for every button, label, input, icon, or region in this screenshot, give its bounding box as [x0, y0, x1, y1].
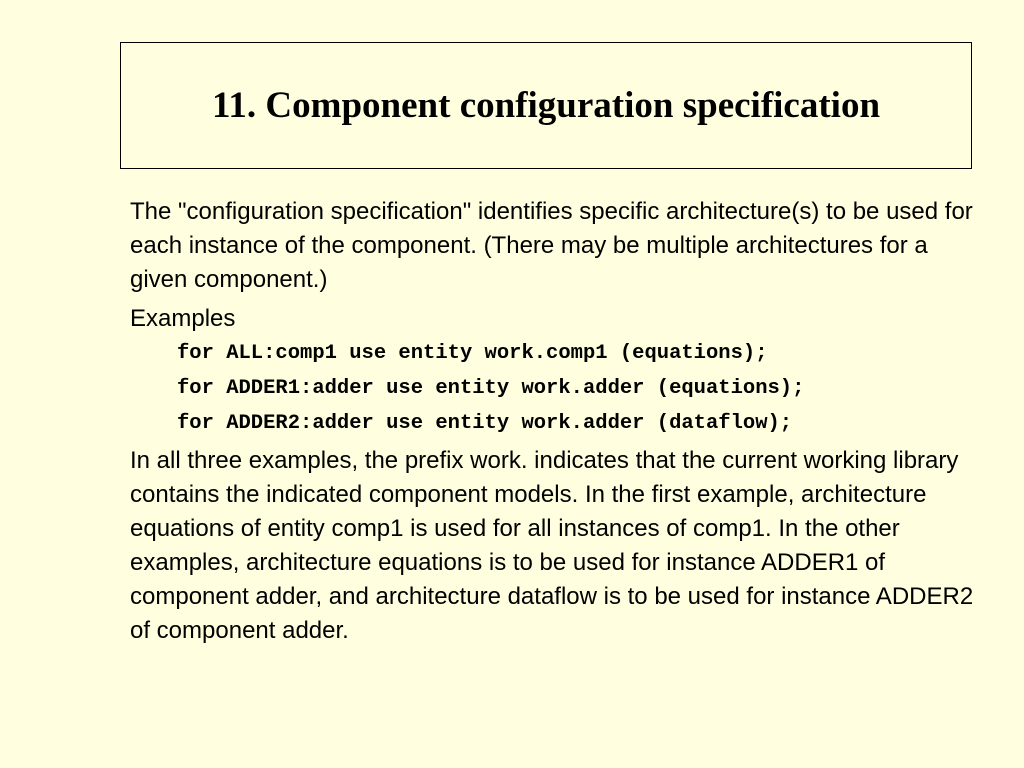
slide-body — [130, 195, 990, 653]
examples-label: Examples — [130, 305, 236, 332]
intro-paragraph: The "configuration specification" identifies specific architecture(s) to be used for each instance of the component. (There may be multiple architectures for a given component.) — [130, 198, 973, 293]
explanation-paragraph: In all three examples, the prefix work. indicates that the current working library contains the indicated component models. In the first example, architecture equations of entity comp1 is used for all instances of comp1. In the other examples, architecture equations is to be used for instance ADDER1 of component adder, and architecture dataflow is to be used for instance ADDER2 of component adder. — [130, 447, 974, 644]
title-box — [120, 42, 972, 169]
code-line: for ADDER2:adder use entity work.adder (dataflow); — [177, 412, 793, 435]
code-examples — [177, 336, 990, 441]
code-line: for ADDER1:adder use entity work.adder (equations); — [177, 377, 805, 400]
code-line: for ALL:comp1 use entity work.comp1 (equations); — [177, 342, 768, 365]
slide-title: 11. Component configuration specification — [211, 85, 881, 126]
